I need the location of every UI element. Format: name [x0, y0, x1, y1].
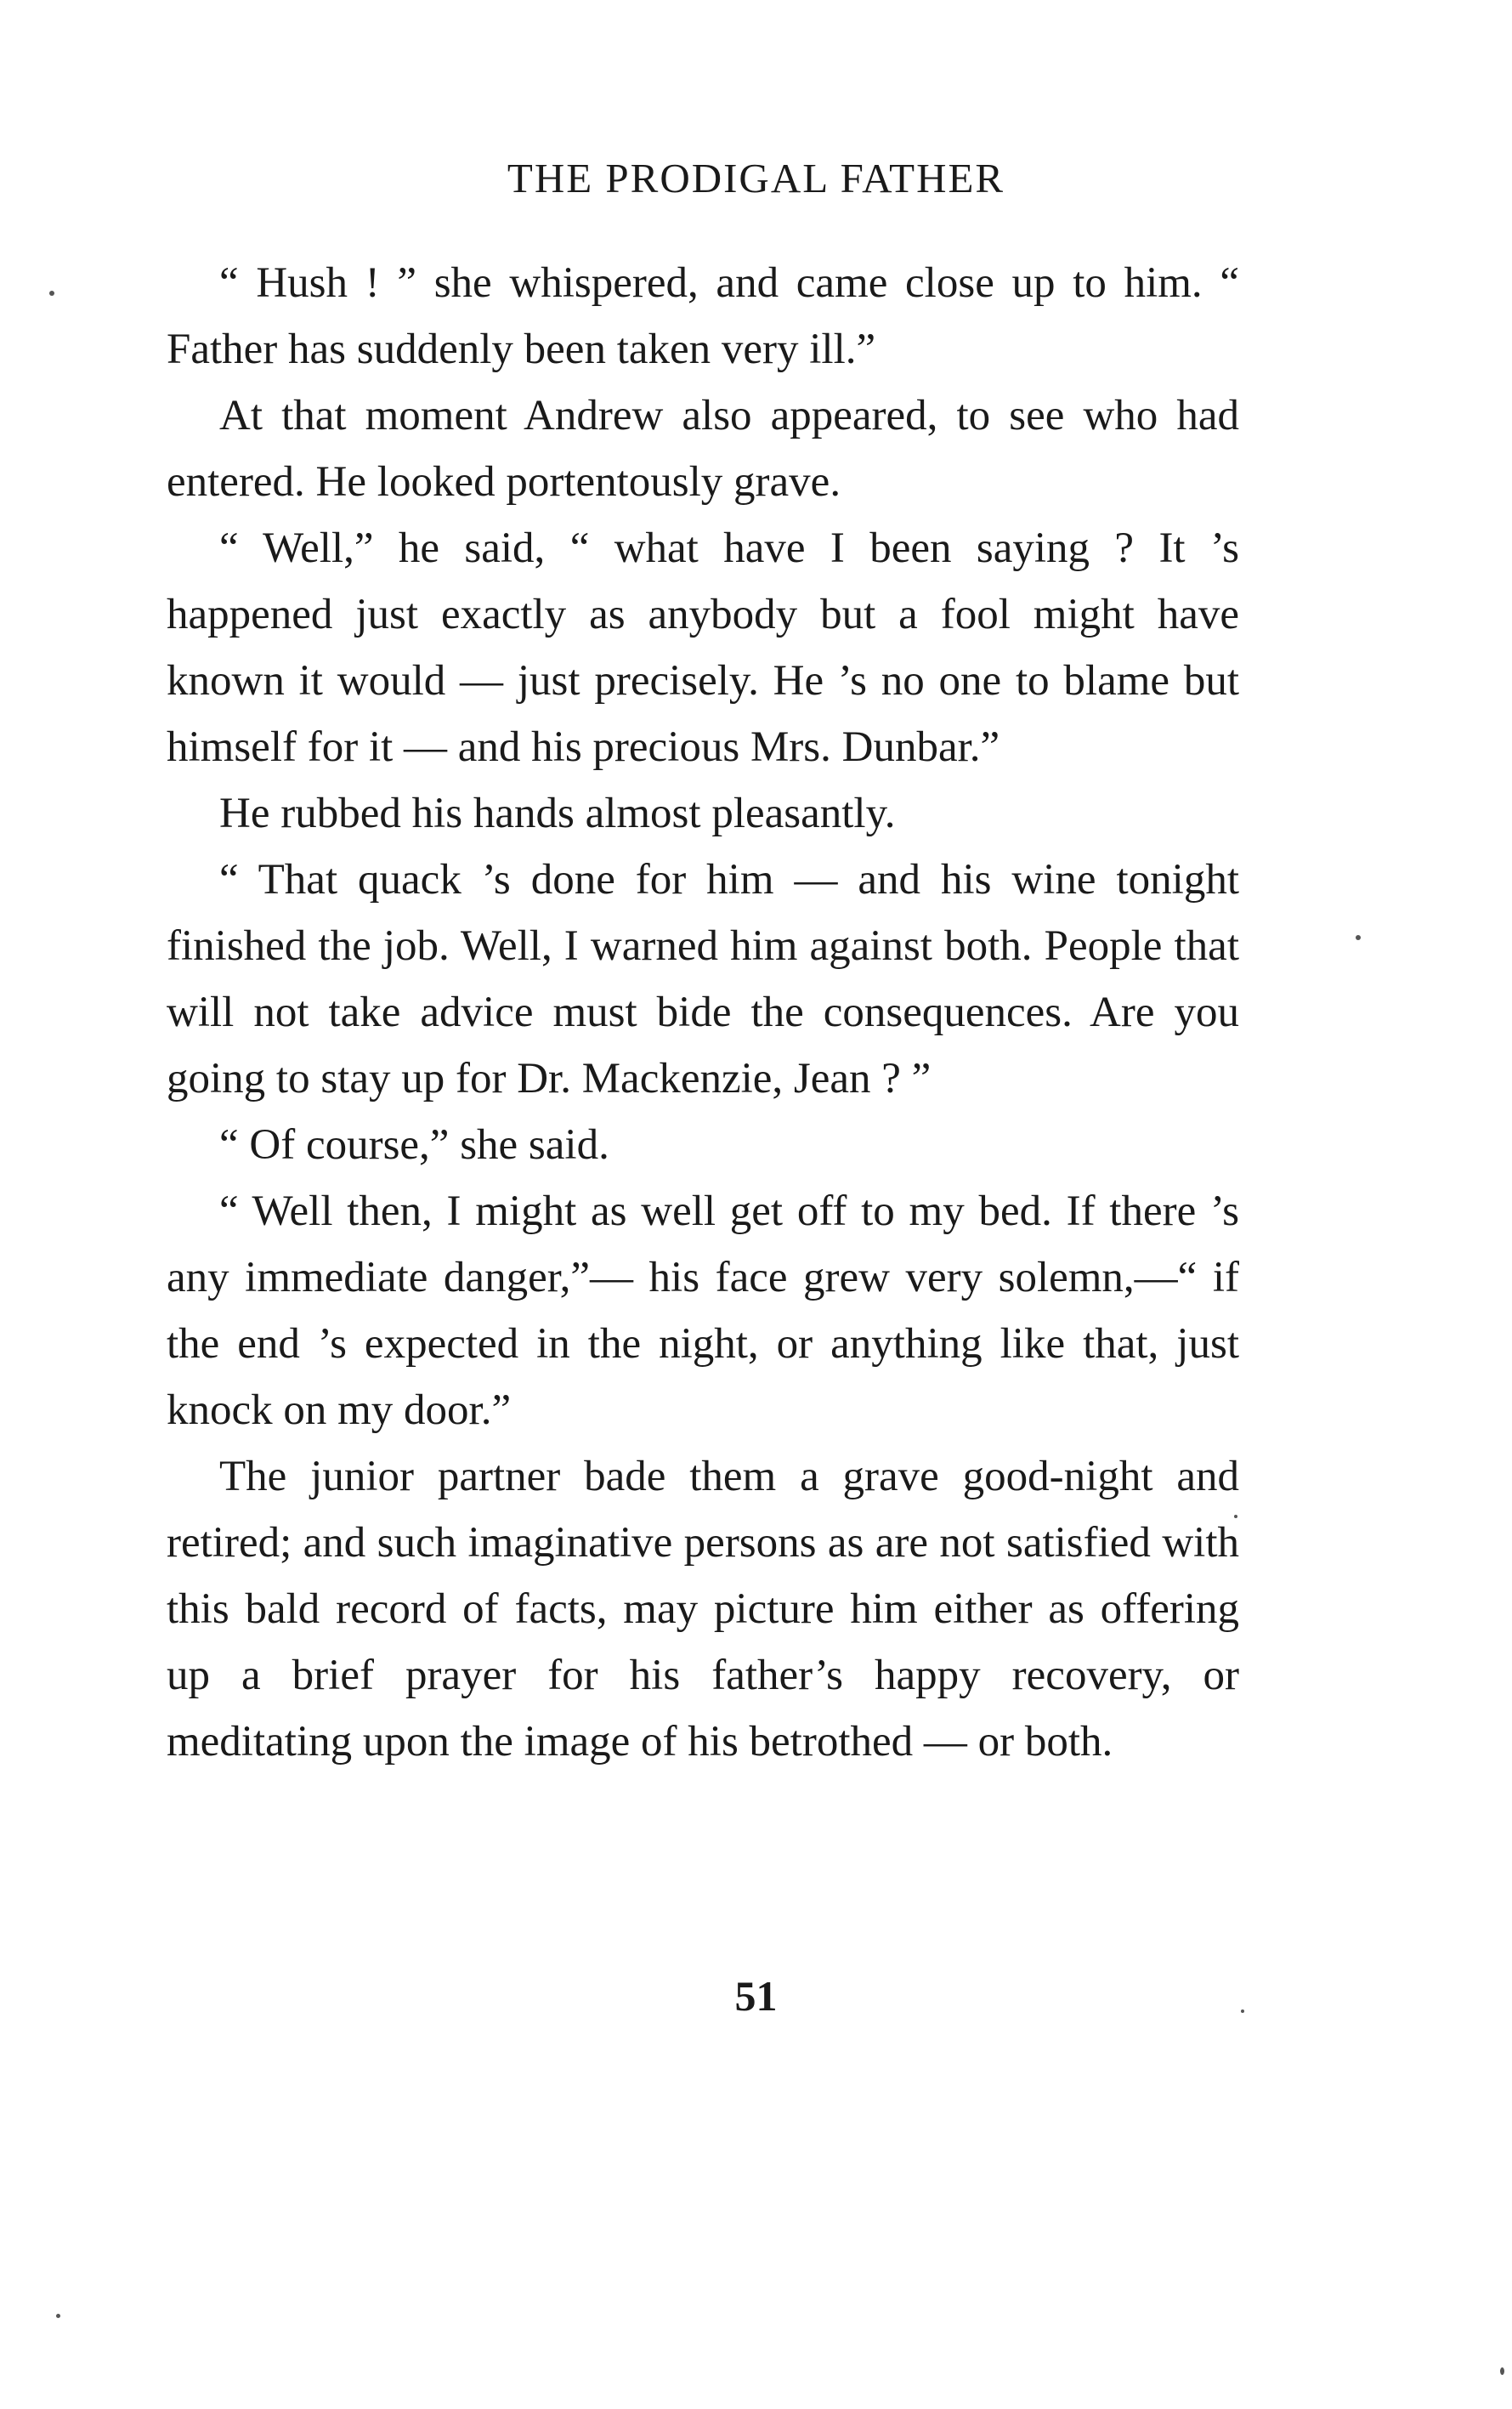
- paragraph: “ Well,” he said, “ what have I been saying ? It ’s happened just exactly as anybody but a fool might have known it would — just precisely. He ’s no one to blame but himself for it — and his precious Mrs. Dunbar.”: [167, 524, 1239, 771]
- paragraph: “ Hush ! ” she whispered, and came close up to him. “ Father has suddenly been taken very ill.”: [167, 259, 1239, 373]
- scan-speck: [1500, 2367, 1504, 2375]
- scan-speck: [1241, 2009, 1244, 2013]
- scan-speck: [49, 291, 54, 296]
- running-head: THE PRODIGAL FATHER: [507, 155, 1005, 201]
- scan-speck: [1356, 935, 1361, 940]
- paragraph: “ That quack ’s done for him — and his wine tonight finished the job. Well, I warned him against both. People that will not take advice must bide the consequences. Are you going to stay up for Dr. Mackenzie, Jean ? ”: [167, 856, 1239, 1102]
- paragraph: “ Well then, I might as well get off to my bed. If there ’s any immediate danger,”— his face grew very solemn,—“ if the end ’s expected in the night, or anything like that, just knock on my door.”: [167, 1187, 1239, 1434]
- paragraph: “ Of course,” she said.: [219, 1121, 609, 1169]
- paragraph: At that moment Andrew also appeared, to see who had entered. He looked portentously grave.: [167, 392, 1239, 506]
- paragraph: He rubbed his hands almost pleasantly.: [219, 790, 896, 837]
- paragraph: The junior partner bade them a grave good-night and retired; and such imaginative persons as are not satisfied with this bald record of facts, may picture him either as offering up a brief prayer for his father’s happy recovery, or meditating upon the image of his betrothed — or both.: [167, 1453, 1239, 1766]
- scan-speck: [56, 2314, 60, 2318]
- body-text: [167, 250, 1239, 1775]
- page-number: 51: [734, 1972, 778, 2020]
- scan-speck: [1234, 1515, 1237, 1518]
